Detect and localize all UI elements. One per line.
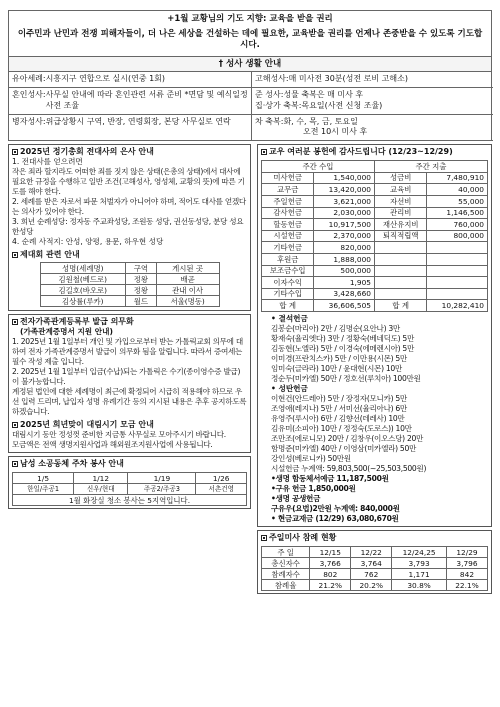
finance-cell: 2,370,000 bbox=[314, 230, 375, 242]
table-row bbox=[262, 230, 488, 242]
square-bullet-icon bbox=[12, 422, 18, 428]
finance-cell bbox=[427, 253, 488, 265]
square-bullet-icon bbox=[12, 252, 18, 258]
car-blessing-cell bbox=[252, 115, 493, 142]
parking-group: 신우/현대 bbox=[74, 484, 128, 495]
finance-cell bbox=[374, 288, 426, 300]
donation-line: 조만조(에로니모) 20만 / 김창우(이오스당) 20만 bbox=[271, 434, 424, 444]
attendance-cell: 참례율 bbox=[262, 580, 310, 591]
finance-box bbox=[257, 144, 492, 527]
table-row bbox=[40, 285, 219, 296]
council-line: 3. 희년 순례성당: 정자동 주교좌성당, 조원동 성당, 권선동성당, 분당 성요한성당 bbox=[12, 217, 244, 237]
finance-cell: 관리비 bbox=[374, 207, 426, 219]
table-row bbox=[262, 558, 488, 569]
house-blessing-label: 집·상가 축복: bbox=[255, 100, 302, 110]
parking-date: 1/12 bbox=[74, 473, 128, 484]
marriage-cell bbox=[9, 88, 252, 115]
attendance-cell: 842 bbox=[446, 569, 487, 580]
attendance-cell: 3,764 bbox=[351, 558, 392, 569]
parking-group: 주공2/주공3 bbox=[128, 484, 196, 495]
donation-line: 이현건(안드레아) 5만 / 장정자(모니카) 5만 bbox=[271, 394, 407, 404]
parking-head: 남성 소공동체 주차 봉사 안내 bbox=[20, 459, 124, 469]
finance-cell: 합 계 bbox=[374, 300, 426, 312]
confession-label: 고해성사: bbox=[255, 74, 289, 84]
finance-cell: 1,540,000 bbox=[314, 172, 375, 184]
finance-cell: 할동헌금 bbox=[262, 219, 314, 231]
donation-line: 시설헌금 누계액: 59,803,500(~25,503,500원) bbox=[271, 464, 427, 474]
sick-label: 병자성사: bbox=[12, 116, 46, 126]
donation-line: •생명 공생헌금 bbox=[271, 494, 321, 504]
finance-cell: 1,905 bbox=[314, 277, 375, 289]
donation-line: 강인성(베로니카) 50만원 bbox=[271, 454, 351, 464]
table-row bbox=[262, 569, 488, 580]
car-blessing-value: 화, 수, 목, 금, 토요일 bbox=[283, 116, 358, 126]
attendance-cell: 21.2% bbox=[310, 580, 351, 591]
prayer-intention-box bbox=[8, 10, 492, 57]
finance-cell bbox=[374, 277, 426, 289]
altar-cell: 김원철(베드로) bbox=[40, 274, 126, 285]
marriage-label: 혼인성사: bbox=[12, 89, 46, 99]
finance-cell bbox=[427, 265, 488, 277]
finance-cell: 1,888,000 bbox=[314, 253, 375, 265]
altar-col-header: 성명(세례명) bbox=[40, 263, 126, 274]
attendance-cell: 1,171 bbox=[392, 569, 447, 580]
finance-cell: 주일헌금 bbox=[262, 195, 314, 207]
table-row bbox=[262, 207, 488, 219]
altar-col-header: 구역 bbox=[126, 263, 157, 274]
table-row bbox=[40, 296, 219, 307]
donation-line: •생명 함동체서예금 11,187,500원 bbox=[271, 474, 389, 484]
sick-cell bbox=[9, 115, 252, 142]
attendance-cell: 3,793 bbox=[392, 558, 447, 569]
parking-table bbox=[12, 472, 247, 506]
table-row bbox=[262, 195, 488, 207]
cleaning-note: 1월 화장실 청소 봉사는 5지역입니다. bbox=[13, 495, 247, 506]
registry-box bbox=[8, 314, 251, 453]
square-bullet-icon bbox=[12, 319, 18, 325]
expense-header: 주간 지출 bbox=[374, 161, 487, 173]
altar-head: 제대회 관련 안내 bbox=[20, 250, 80, 260]
finance-cell: 7,480,910 bbox=[427, 172, 488, 184]
finance-cell: 교육비 bbox=[374, 184, 426, 196]
council-line: 작은 죄라 할지라도 어떠한 죄를 짓지 않은 상태(은총의 상태)에서 대사에 필요한 규정을 수행하고 일반 조건(고해성사, 영성체, 교황의 뜻)에 따른 기도를 해야 한다. bbox=[12, 167, 245, 197]
finance-cell: 퇴직적립액 bbox=[374, 230, 426, 242]
donation-line: 임미숙(글라라) 10만 / 윤대현(시몬) 10만 bbox=[271, 363, 402, 373]
council-line: 1. 전대사를 얻으려면 bbox=[12, 157, 83, 167]
donations-block bbox=[261, 314, 488, 524]
altar-cell: 배곧 bbox=[156, 274, 219, 285]
finance-head: 교우 여러분 봉헌에 감사드립니다 (12/23~12/29) bbox=[269, 147, 453, 157]
left-column bbox=[8, 144, 251, 594]
finance-cell bbox=[427, 277, 488, 289]
finance-cell: 합 계 bbox=[262, 300, 314, 312]
council-line: 4. 순례 사적지: 안성, 양평, 용문, 하우현 성당 bbox=[12, 237, 164, 247]
finance-cell: 성금비 bbox=[374, 172, 426, 184]
table-row bbox=[262, 277, 488, 289]
parking-group: 한일/주공1 bbox=[13, 484, 74, 495]
finance-cell: 교무금 bbox=[262, 184, 314, 196]
finance-cell bbox=[374, 265, 426, 277]
finance-cell bbox=[374, 253, 426, 265]
advent-head: 2025년 희년맞이 대림시기 모금 안내 bbox=[20, 420, 154, 430]
finance-cell: 500,000 bbox=[314, 265, 375, 277]
table-row bbox=[262, 242, 488, 254]
registry-head: 전자가족관계등록부 발급 의무화 bbox=[20, 317, 134, 327]
square-bullet-icon bbox=[261, 149, 267, 155]
attendance-header: 12/29 bbox=[446, 547, 487, 558]
finance-cell: 13,420,000 bbox=[314, 184, 375, 196]
finance-cell: 감사헌금 bbox=[262, 207, 314, 219]
sacrament-section-title: † 성사 생활 안내 bbox=[8, 57, 492, 73]
intention-body: 이주민과 난민과 전쟁 피해자들이, 더 나은 세상을 건설하는 데에 필요한, 교육받을 권리를 언제나 존중받을 수 있도록 기도합시다. bbox=[17, 28, 483, 51]
table-row bbox=[262, 253, 488, 265]
altar-cell: 서울(명동) bbox=[156, 296, 219, 307]
square-bullet-icon bbox=[12, 461, 18, 467]
finance-cell bbox=[427, 242, 488, 254]
parking-date: 1/19 bbox=[128, 473, 196, 484]
attendance-cell: 3,796 bbox=[446, 558, 487, 569]
sick-value: 위급상황시 구역, 반장, 연령회장, 본당 사무실로 연락 bbox=[45, 116, 231, 126]
sacramentals-label: 준 성사: bbox=[255, 89, 284, 99]
advent-line: 모금액은 전액 생명지원사업과 해외원조지원사업에 사용됩니다. bbox=[12, 440, 213, 450]
table-row bbox=[262, 172, 488, 184]
altar-cell: 월드 bbox=[126, 296, 157, 307]
table-row bbox=[40, 274, 219, 285]
finance-cell: 3,621,000 bbox=[314, 195, 375, 207]
altar-cell: 김상률(루카) bbox=[40, 296, 126, 307]
council-line: 2. 세례를 받은 자로서 파문 처벌자가 아니어야 하며, 적어도 대사를 얻겠다는 의사가 있어야 한다. bbox=[12, 197, 246, 217]
finance-cell: 36,606,505 bbox=[314, 300, 375, 312]
parking-date: 1/5 bbox=[13, 473, 74, 484]
sacramentals-value: 성물 축복은 매 미사 후 bbox=[283, 89, 364, 99]
car-blessing-label: 차 축복: bbox=[255, 116, 284, 126]
finance-cell: 재산유지비 bbox=[374, 219, 426, 231]
attendance-cell: 762 bbox=[351, 569, 392, 580]
finance-cell: 820,000 bbox=[314, 242, 375, 254]
registry-line: 2. 2025년 1월 1일부터 입금(수납)되는 가톨릭은 수기(종이영수증 발급)이 불가능합니다. bbox=[12, 367, 241, 387]
attendance-table bbox=[261, 546, 488, 591]
attendance-header: 12/15 bbox=[310, 547, 351, 558]
registry-line: 계정된 법인에 대한 세례명이 최근에 확정되어 시급히 적용해야 하므로 우선 입력 드리며, 납입자 성명 유례기간 등의 지시된 내용은 추후 공지하도록 하겠습니다. bbox=[12, 387, 247, 417]
donation-line: 김유미(소피아) 10만 / 정정숙(도로스)) 10만 bbox=[271, 424, 412, 434]
registry-subhead: (가족관계증명서 지원 안내) bbox=[20, 327, 113, 337]
income-header: 주간 수입 bbox=[262, 161, 375, 173]
donation-line: •구유 헌금 1,850,000원 bbox=[271, 484, 356, 494]
attendance-cell: 20.2% bbox=[351, 580, 392, 591]
finance-cell: 55,000 bbox=[427, 195, 488, 207]
intention-title: +1월 교황님의 기도 지향: 교육을 받을 권리 bbox=[167, 14, 333, 24]
donation-line: 조영애(레지나) 5만 / 서미선(율리아나) 6만 bbox=[271, 404, 407, 414]
finance-cell: 1,146,500 bbox=[427, 207, 488, 219]
altar-cell: 정왕 bbox=[126, 285, 157, 296]
attendance-header: 12/24,25 bbox=[392, 547, 447, 558]
attendance-cell: 802 bbox=[310, 569, 351, 580]
donation-line: 유영주(루시아) 6만 / 김향선(데레사) 10만 bbox=[271, 414, 405, 424]
finance-cell: 760,000 bbox=[427, 219, 488, 231]
donation-line: 정순두(미카엘) 50만 / 정호선(루치아) 100만원 bbox=[271, 373, 421, 383]
confession-cell bbox=[252, 72, 493, 88]
finance-cell: 800,000 bbox=[427, 230, 488, 242]
attendance-header: 12/22 bbox=[351, 547, 392, 558]
attendance-cell: 참례자수 bbox=[262, 569, 310, 580]
finance-cell: 40,000 bbox=[427, 184, 488, 196]
altar-col-header: 게시된 곳 bbox=[156, 263, 219, 274]
donations-head: • 성탄헌금 bbox=[271, 384, 308, 393]
finance-cell: 후원금 bbox=[262, 253, 314, 265]
attendance-head: 주일미사 참례 현황 bbox=[269, 533, 337, 543]
finance-cell: 3,428,660 bbox=[314, 288, 375, 300]
donation-line: 이미경(프란치스카) 5만 / 이만용(시몬) 5만 bbox=[271, 353, 407, 363]
finance-cell: 시설헌금 bbox=[262, 230, 314, 242]
infant-baptism-label: 유아세례: bbox=[12, 74, 46, 84]
donations-head: • 결석헌금 bbox=[271, 313, 308, 323]
altar-cell: 관내 이사 bbox=[156, 285, 219, 296]
finance-cell: 기타헌금 bbox=[262, 242, 314, 254]
donation-line: 김동현(노엘라) 5만 / 이경숙(에메렌시아) 5만 bbox=[271, 343, 414, 353]
donation-line: 김봉순(마리아) 2만 / 김명순(요안나) 3만 bbox=[271, 323, 400, 333]
finance-table bbox=[261, 160, 488, 312]
advent-line: 대림시기 동안 정성껏 준비한 지금통 사무실로 모아주시기 바랍니다. bbox=[12, 430, 226, 440]
parking-box bbox=[8, 456, 251, 509]
parking-date: 1/26 bbox=[196, 473, 247, 484]
donation-line: 황재숙(율리엣다) 3만 / 정황숙(베네딕도) 5만 bbox=[271, 333, 414, 343]
confession-value: 매 미사전 30분(성전 로비 고해소) bbox=[288, 74, 408, 84]
altar-cell: 정왕 bbox=[126, 274, 157, 285]
right-column bbox=[257, 144, 492, 594]
infant-baptism-cell bbox=[9, 72, 252, 88]
attendance-box bbox=[257, 530, 492, 594]
altar-cell: 김길호(바오로) bbox=[40, 285, 126, 296]
attendance-cell: 3,766 bbox=[310, 558, 351, 569]
finance-cell: 2,030,000 bbox=[314, 207, 375, 219]
infant-baptism-value: 시흥지구 연합으로 실시(연중 1회) bbox=[45, 74, 166, 84]
table-row bbox=[262, 265, 488, 277]
attendance-cell: 22.1% bbox=[446, 580, 487, 591]
square-bullet-icon bbox=[12, 149, 18, 155]
table-row bbox=[262, 184, 488, 196]
table-row bbox=[262, 219, 488, 231]
attendance-cell: 총신자수 bbox=[262, 558, 310, 569]
finance-cell: 미사헌금 bbox=[262, 172, 314, 184]
finance-cell bbox=[427, 288, 488, 300]
council-head: 2025년 정기총회 전대사의 은사 안내 bbox=[20, 147, 154, 157]
council-box bbox=[8, 144, 251, 311]
house-blessing-value: 목요일(사전 신청 조율) bbox=[301, 100, 383, 110]
finance-total-row bbox=[262, 300, 488, 312]
square-bullet-icon bbox=[261, 535, 267, 541]
finance-cell bbox=[374, 242, 426, 254]
table-row bbox=[262, 580, 488, 591]
finance-cell: 자선비 bbox=[374, 195, 426, 207]
attendance-cell: 30.8% bbox=[392, 580, 447, 591]
sacrament-info-grid bbox=[8, 72, 492, 141]
registry-line: 1. 2025년 1월 1일부터 개인 및 가입으로부터 받는 가톨릭교회 의무에 대하여 전자 가족관계증명서 발급이 의무화 됨을 알립니다. 따라서 증여세는 필수 작성 제출 입니다. bbox=[12, 337, 243, 367]
donation-line: • 현금교재금 (12/29) 63,080,670원 bbox=[271, 514, 399, 524]
finance-cell: 기타수입 bbox=[262, 288, 314, 300]
altar-table bbox=[40, 262, 220, 307]
donation-line: 함명준(미카엘) 40만 / 이영삼(미카엘라) 50만 bbox=[271, 444, 417, 454]
table-row bbox=[262, 288, 488, 300]
attendance-header: 주 일 bbox=[262, 547, 310, 558]
parking-group: 서촌건영 bbox=[196, 484, 247, 495]
donation-line: 구유우(요법)2만원 누계액: 840,000원 bbox=[271, 504, 400, 514]
finance-cell: 이자수익 bbox=[262, 277, 314, 289]
car-blessing-time: 오전 10시 미사 후 bbox=[303, 127, 368, 137]
sacramentals-cell bbox=[252, 88, 493, 115]
finance-cell: 10,282,410 bbox=[427, 300, 488, 312]
finance-cell: 보조금수입 bbox=[262, 265, 314, 277]
marriage-value: 사무실 안내에 따라 혼인관련 서류 준비 *면담 및 예식일정 사전 조율 bbox=[45, 89, 248, 110]
finance-cell: 10,917,500 bbox=[314, 219, 375, 231]
